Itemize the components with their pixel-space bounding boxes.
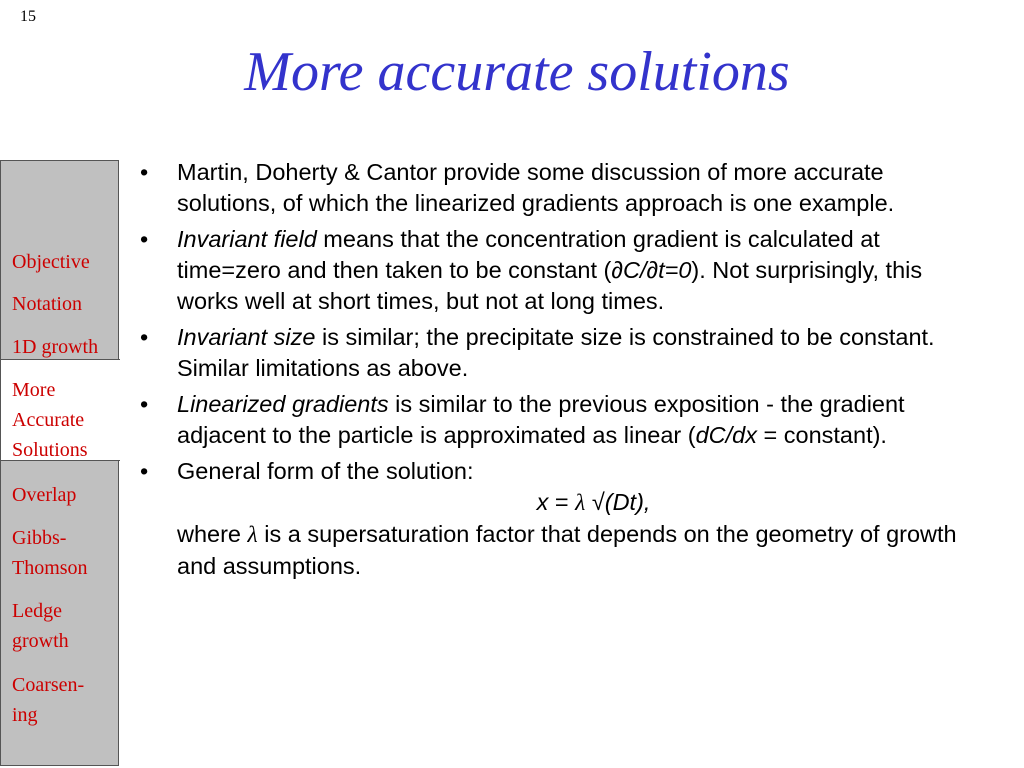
bullet-marker: • (140, 458, 149, 484)
formula-equals: = (548, 489, 576, 515)
bullet-text: Martin, Doherty & Cantor provide some discussion of more accurate solutions, of which the linearized gradients approach is one example. (177, 159, 895, 216)
bullet-text: General form of the solution: (177, 458, 474, 484)
sidebar-item-more-accurate-solutions[interactable] (12, 375, 88, 465)
sidebar-item-notation[interactable]: Notation (12, 293, 82, 315)
term-invariant-size: Invariant size (177, 324, 316, 350)
math-expression: ∂C/∂t=0 (611, 257, 692, 283)
slide-title: More accurate solutions (244, 41, 790, 103)
bullet-text: = constant). (756, 422, 887, 448)
bullet-item (140, 224, 970, 317)
sidebar-item-1d-growth[interactable]: 1D growth (12, 336, 99, 358)
math-expression: dC/dx (695, 422, 757, 448)
bullet-text: is similar to the previous exposition - the gradient adjacent to the particle is approximated as linear ( (177, 391, 905, 448)
slide-content (140, 157, 970, 587)
where-label: where (177, 521, 248, 547)
sidebar-item-label: Gibbs- (12, 527, 67, 549)
bullet-item (140, 389, 970, 451)
formula-lambda: λ (575, 490, 586, 516)
bullet-text: means that the concentration gradient is calculated at time=zero and then taken to be constant ( (177, 226, 880, 283)
where-text: is a supersaturation factor that depends on the geometry of growth and assumptions. (177, 521, 957, 579)
sidebar-item-gibbs-thomson[interactable] (12, 523, 88, 583)
sidebar-item-ledge-growth[interactable] (12, 596, 69, 656)
sidebar-item-overlap[interactable]: Overlap (12, 484, 77, 506)
sidebar-item-coarsening[interactable] (12, 670, 84, 730)
sidebar-nav (0, 160, 119, 766)
term-invariant-field: Invariant field (177, 226, 317, 252)
term-linearized-gradients: Linearized gradients (177, 391, 389, 417)
formula-x: x (536, 489, 549, 515)
sidebar-item-label: Coarsen- (12, 674, 85, 696)
bullet-marker: • (140, 226, 149, 252)
bullet-marker: • (140, 159, 149, 185)
bullet-item (140, 157, 970, 219)
sidebar-item-label: ing (12, 704, 38, 726)
bullet-marker: • (140, 324, 149, 350)
lambda-symbol: λ (247, 522, 258, 548)
formula-sqrt: √(Dt), (585, 489, 651, 515)
sidebar-item-label: More (12, 379, 56, 401)
sidebar-item-label: Ledge (12, 600, 62, 622)
sidebar-item-label: Solutions (12, 439, 88, 461)
sidebar-item-label: Accurate (12, 409, 85, 431)
slide-number: 15 (20, 8, 36, 25)
bullet-item (140, 456, 970, 582)
bullet-text: is similar; the precipitate size is constrained to be constant. Similar limitations as above. (177, 324, 935, 381)
sidebar-item-label: growth (12, 630, 69, 652)
growth-formula (177, 487, 970, 519)
bullet-text: ). Not surprisingly, this works well at short times, but not at long times. (177, 257, 923, 314)
bullet-text (177, 519, 970, 582)
bullet-marker: • (140, 391, 149, 417)
sidebar-item-label: Thomson (12, 557, 88, 579)
sidebar-item-objective[interactable]: Objective (12, 251, 90, 273)
bullet-item (140, 322, 970, 384)
